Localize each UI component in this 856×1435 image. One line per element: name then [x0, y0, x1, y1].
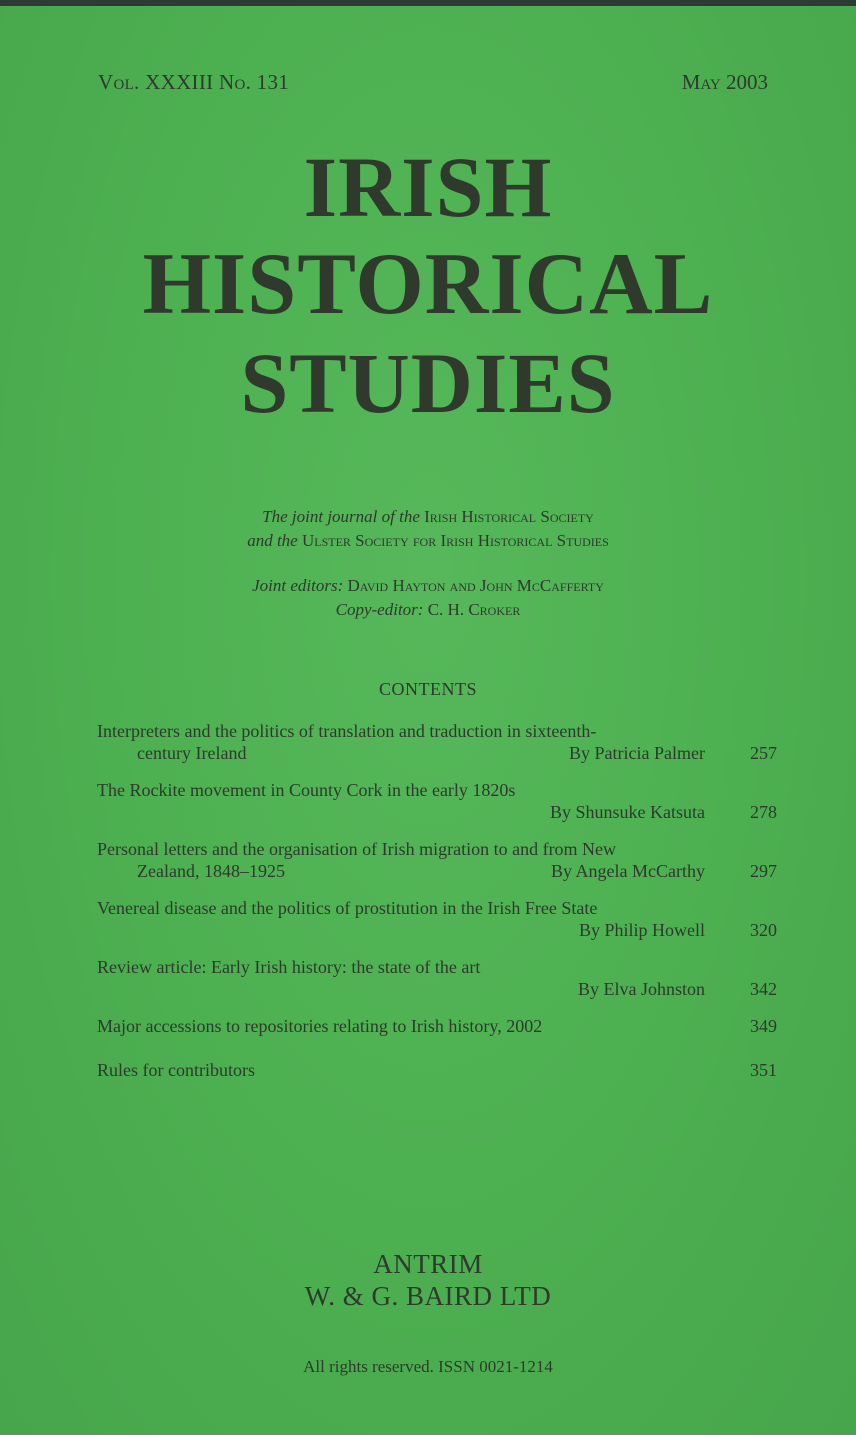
copy-editor-name: C. H. Croker — [427, 600, 521, 619]
issue-date: May 2003 — [681, 70, 768, 94]
toc-entry-title: Major accessions to repositories relating to Irish history, 2002 — [97, 1016, 543, 1036]
editors-block — [0, 574, 856, 622]
toc-entry-title: Review article: Early Irish history: the state of the art — [97, 957, 481, 977]
title-line-3: STUDIES — [240, 335, 616, 431]
title-line-1: IRISH — [303, 139, 553, 235]
description-prefix-2: and the — [247, 531, 298, 550]
publisher-block — [0, 1248, 856, 1312]
society-name-1: Irish Historical Society — [424, 507, 594, 526]
toc-entry-page: 349 — [750, 1016, 777, 1036]
toc-entry — [97, 838, 787, 882]
toc-entry — [97, 779, 787, 823]
publisher-name: W. & G. BAIRD LTD — [304, 1281, 552, 1311]
toc-entry-page: 320 — [750, 920, 777, 940]
toc-entry-title: Interpreters and the politics of translation and traduction in sixteenth- — [97, 721, 597, 741]
toc-entry — [97, 897, 787, 941]
volume-number: Vol. XXXIII No. 131 — [98, 70, 290, 94]
copy-editor-line — [0, 598, 856, 622]
toc-entry-title: Personal letters and the organisation of Irish migration to and from New — [97, 839, 617, 859]
publisher-place: ANTRIM — [373, 1249, 483, 1279]
toc-entry-author: By Angela McCarthy — [551, 861, 705, 881]
joint-editors-names: David Hayton and John McCafferty — [347, 576, 604, 595]
toc-entry-page: 297 — [750, 861, 777, 881]
toc-entry — [97, 1015, 787, 1037]
top-edge — [0, 0, 856, 6]
toc-entry-page: 278 — [750, 802, 777, 822]
description-line-2 — [0, 529, 856, 553]
toc-entry-title-continued: Zealand, 1848–1925 — [137, 861, 285, 881]
copy-editor-label: Copy-editor: — [335, 600, 424, 619]
journal-description — [0, 505, 856, 553]
toc-entry — [97, 1059, 787, 1081]
contents-heading: CONTENTS — [379, 679, 477, 699]
toc-entry-author: By Patricia Palmer — [569, 743, 705, 763]
toc-entry-page: 257 — [750, 743, 777, 763]
toc-entry — [97, 720, 787, 764]
toc-entry-author: By Elva Johnston — [577, 979, 705, 999]
toc-entry-author: By Shunsuke Katsuta — [550, 802, 705, 822]
description-prefix-1: The joint journal of the — [262, 507, 420, 526]
society-name-2: Ulster Society for Irish Historical Studies — [301, 531, 609, 550]
toc-entry-title: Rules for contributors — [97, 1060, 255, 1080]
toc-entry-page: 351 — [750, 1060, 777, 1080]
table-of-contents — [97, 720, 787, 1096]
toc-entry-title: The Rockite movement in County Cork in the early 1820s — [97, 780, 516, 800]
rights-notice: All rights reserved. ISSN 0021-1214 — [303, 1357, 553, 1376]
joint-editors-label: Joint editors: — [252, 576, 344, 595]
toc-entry-title: Venereal disease and the politics of prostitution in the Irish Free State — [97, 898, 598, 918]
description-line-1 — [0, 505, 856, 529]
toc-entry-page: 342 — [750, 979, 777, 999]
toc-entry-title-continued: century Ireland — [137, 743, 247, 763]
joint-editors-line — [0, 574, 856, 598]
journal-title — [0, 138, 856, 432]
toc-entry — [97, 956, 787, 1000]
toc-entry-author: By Philip Howell — [578, 920, 705, 940]
title-line-2: HISTORICAL — [142, 236, 714, 333]
